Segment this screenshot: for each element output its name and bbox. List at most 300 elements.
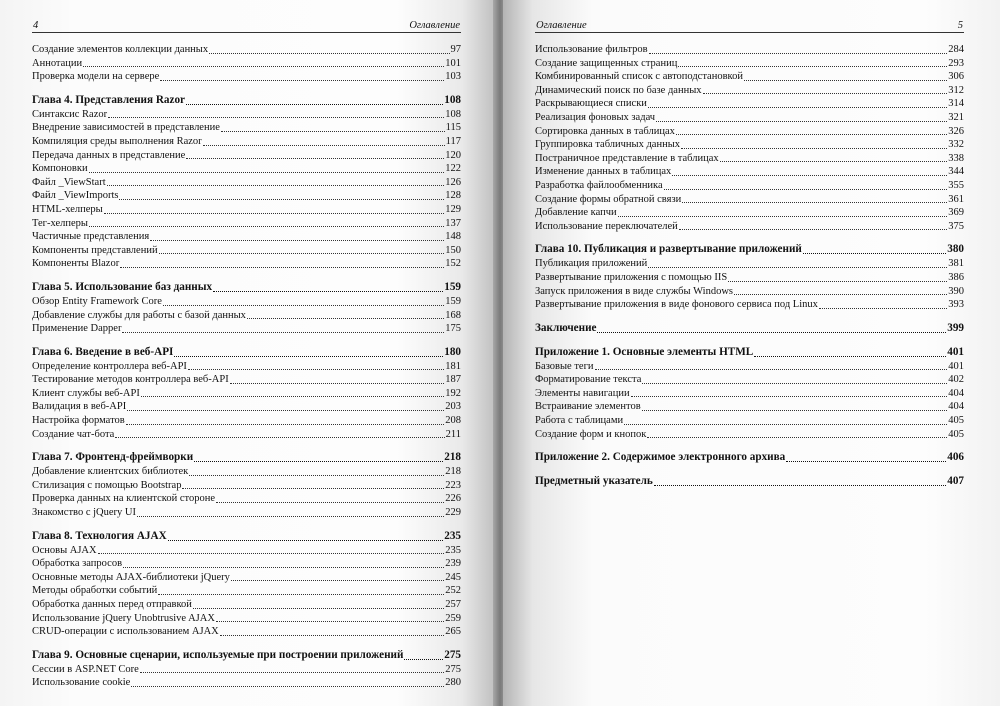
toc-entry bbox=[32, 70, 461, 84]
dot-leader bbox=[216, 620, 444, 622]
dot-leader bbox=[203, 144, 445, 146]
toc-entry bbox=[32, 625, 461, 639]
toc-title: Сессии в ASP.NET Core bbox=[32, 663, 139, 675]
toc-entry bbox=[535, 285, 964, 299]
toc-entry bbox=[32, 360, 461, 374]
toc-page-number: 326 bbox=[948, 125, 964, 137]
dot-leader bbox=[230, 382, 445, 384]
toc-group bbox=[535, 43, 964, 233]
toc-title: Использование jQuery Unobtrusive AJAX bbox=[32, 612, 215, 624]
dot-leader bbox=[631, 395, 948, 397]
dot-leader bbox=[141, 395, 444, 397]
toc-title: Добавление капчи bbox=[535, 207, 617, 219]
dot-leader bbox=[647, 436, 947, 438]
toc-page-number: 129 bbox=[445, 203, 461, 215]
toc-page-number: 152 bbox=[445, 258, 461, 270]
toc-entry bbox=[32, 257, 461, 271]
dot-leader bbox=[186, 157, 444, 159]
toc-page-number: 226 bbox=[445, 493, 461, 505]
toc-group bbox=[32, 449, 461, 519]
toc-entry bbox=[535, 165, 964, 179]
toc-title: Тег-хелперы bbox=[32, 217, 88, 229]
toc-title: Глава 6. Введение в веб-API bbox=[32, 345, 174, 358]
toc-group bbox=[535, 344, 964, 442]
dot-leader bbox=[122, 331, 444, 333]
toc-title: Форматирование текста bbox=[535, 374, 642, 386]
toc-entry bbox=[32, 387, 461, 401]
toc-page-number: 321 bbox=[948, 111, 964, 123]
toc-entry bbox=[32, 203, 461, 217]
toc-entry bbox=[535, 193, 964, 207]
toc-chapter bbox=[32, 92, 461, 108]
dot-leader bbox=[618, 215, 948, 217]
toc-title: Глава 10. Публикация и развертывание приложений bbox=[535, 243, 802, 256]
dot-leader bbox=[597, 331, 946, 333]
toc-page-number: 399 bbox=[947, 321, 964, 334]
toc-group bbox=[535, 320, 964, 336]
toc-entry bbox=[32, 322, 461, 336]
toc-page-number: 235 bbox=[445, 544, 461, 556]
dot-leader bbox=[404, 658, 443, 660]
toc-title: Создание защищенных страниц bbox=[535, 57, 678, 69]
toc-entry bbox=[535, 360, 964, 374]
toc-title: Методы обработки событий bbox=[32, 585, 158, 597]
toc-page-number: 108 bbox=[445, 108, 461, 120]
toc-entry bbox=[32, 57, 461, 71]
toc-title: Динамический поиск по базе данных bbox=[535, 84, 702, 96]
toc-title: Встраивание элементов bbox=[535, 401, 641, 413]
toc-page-number: 211 bbox=[445, 428, 461, 440]
toc-entry bbox=[32, 428, 461, 442]
header-rule bbox=[32, 32, 461, 33]
dot-leader bbox=[89, 171, 445, 173]
toc-entry bbox=[535, 70, 964, 84]
dot-leader bbox=[159, 252, 445, 254]
dot-leader bbox=[703, 92, 948, 94]
toc-chapter bbox=[32, 449, 461, 465]
toc-title: HTML-хелперы bbox=[32, 203, 103, 215]
toc-page-number: 284 bbox=[948, 44, 964, 55]
toc-group bbox=[32, 279, 461, 336]
toc-title: Обработка данных перед отправкой bbox=[32, 599, 192, 610]
toc-chapter bbox=[32, 344, 461, 360]
dot-leader bbox=[193, 607, 444, 609]
left-page bbox=[0, 0, 497, 706]
toc-title: Проверка данных на клиентской стороне bbox=[32, 493, 216, 505]
toc-entry bbox=[32, 149, 461, 163]
toc-page-number: 361 bbox=[948, 193, 964, 205]
toc-entry bbox=[535, 400, 964, 414]
dot-leader bbox=[664, 188, 948, 190]
dot-leader bbox=[123, 566, 444, 568]
dot-leader bbox=[678, 65, 947, 67]
toc-title: Добавление клиентских библиотек bbox=[32, 466, 189, 478]
dot-leader bbox=[186, 103, 443, 105]
toc-chapter bbox=[535, 344, 964, 360]
toc-page-number: 148 bbox=[445, 231, 461, 243]
toc-page-number: 275 bbox=[445, 663, 461, 675]
toc-entry bbox=[32, 557, 461, 571]
dot-leader bbox=[216, 501, 444, 503]
toc-entry bbox=[32, 598, 461, 612]
dot-leader bbox=[126, 423, 445, 425]
dot-leader bbox=[158, 593, 444, 595]
dot-leader bbox=[107, 184, 445, 186]
toc-title: Элементы навигации bbox=[535, 387, 630, 399]
table-of-contents bbox=[32, 43, 461, 698]
toc-page-number: 97 bbox=[450, 44, 461, 55]
toc-page-number: 338 bbox=[948, 152, 964, 164]
dot-leader bbox=[163, 304, 444, 306]
toc-title: Изменение данных в таблицах bbox=[535, 166, 672, 178]
toc-group bbox=[535, 241, 964, 311]
toc-entry bbox=[535, 387, 964, 401]
toc-entry bbox=[535, 414, 964, 428]
toc-title: Постраничное представление в таблицах bbox=[535, 152, 719, 164]
dot-leader bbox=[189, 474, 444, 476]
dot-leader bbox=[595, 368, 948, 370]
toc-title: Развертывание приложения с помощью IIS bbox=[535, 271, 728, 283]
toc-page-number: 159 bbox=[445, 295, 461, 307]
toc-page-number: 115 bbox=[445, 122, 461, 134]
dot-leader bbox=[679, 228, 947, 230]
toc-title: Создание формы обратной связи bbox=[535, 193, 682, 205]
toc-title: Базовые теги bbox=[535, 360, 594, 372]
header-rule bbox=[535, 32, 964, 33]
toc-title: Запуск приложения в виде службы Windows bbox=[535, 285, 733, 297]
toc-page-number: 218 bbox=[444, 451, 461, 464]
dot-leader bbox=[115, 436, 444, 438]
dot-leader bbox=[682, 201, 947, 203]
toc-page-number: 126 bbox=[445, 176, 461, 188]
dot-leader bbox=[754, 355, 946, 357]
toc-entry bbox=[32, 400, 461, 414]
toc-page-number: 128 bbox=[445, 190, 461, 202]
toc-title: Приложение 2. Содержимое электронного архива bbox=[535, 451, 786, 464]
toc-entry bbox=[32, 373, 461, 387]
toc-entry bbox=[32, 414, 461, 428]
toc-page-number: 192 bbox=[445, 387, 461, 399]
toc-page-number: 404 bbox=[948, 401, 964, 413]
dot-leader bbox=[83, 65, 444, 67]
table-of-contents bbox=[535, 43, 964, 497]
toc-title: Компиляция среды выполнения Razor bbox=[32, 135, 202, 147]
toc-entry bbox=[32, 217, 461, 231]
toc-page-number: 259 bbox=[445, 612, 461, 624]
dot-leader bbox=[89, 225, 444, 227]
toc-page-number: 229 bbox=[445, 507, 461, 519]
toc-title: Внедрение зависимостей в представление bbox=[32, 122, 220, 134]
dot-leader bbox=[642, 382, 947, 384]
toc-page-number: 386 bbox=[948, 271, 964, 283]
toc-title: Использование переключателей bbox=[535, 220, 678, 232]
toc-title: Глава 9. Основные сценарии, используемые при построении приложений bbox=[32, 648, 404, 661]
toc-entry bbox=[535, 271, 964, 285]
toc-entry bbox=[32, 108, 461, 122]
toc-entry bbox=[32, 465, 461, 479]
toc-group bbox=[32, 528, 461, 639]
dot-leader bbox=[140, 671, 444, 673]
toc-entry bbox=[535, 298, 964, 312]
toc-entry bbox=[32, 663, 461, 677]
toc-page-number: 312 bbox=[948, 84, 964, 96]
toc-page-number: 103 bbox=[445, 71, 461, 83]
toc-chapter bbox=[535, 449, 964, 465]
toc-title: Предметный указатель bbox=[535, 475, 653, 488]
dot-leader bbox=[131, 685, 444, 687]
toc-page-number: 369 bbox=[948, 207, 964, 219]
toc-title: Компоненты представлений bbox=[32, 244, 158, 256]
toc-title: Создание чат-бота bbox=[32, 428, 115, 440]
toc-title: Основные методы AJAX-библиотеки jQuery bbox=[32, 571, 230, 583]
toc-title: Обзор Entity Framework Core bbox=[32, 295, 162, 307]
toc-title: Использование фильтров bbox=[535, 44, 648, 55]
toc-entry bbox=[535, 152, 964, 166]
toc-entry bbox=[32, 162, 461, 176]
toc-entry bbox=[535, 179, 964, 193]
toc-page-number: 390 bbox=[948, 285, 964, 297]
toc-title: Сортировка данных в таблицах bbox=[535, 125, 675, 137]
toc-group bbox=[535, 449, 964, 465]
toc-entry bbox=[535, 43, 964, 57]
toc-title: Обработка запросов bbox=[32, 558, 123, 570]
toc-page-number: 223 bbox=[445, 479, 461, 491]
dot-leader bbox=[221, 130, 445, 132]
toc-title: Частичные представления bbox=[32, 231, 150, 243]
dot-leader bbox=[127, 409, 444, 411]
toc-title: Приложение 1. Основные элементы HTML bbox=[535, 345, 754, 358]
toc-page-number: 275 bbox=[444, 648, 461, 661]
toc-title: Синтаксис Razor bbox=[32, 108, 108, 120]
dot-leader bbox=[786, 460, 946, 462]
toc-page-number: 332 bbox=[948, 139, 964, 151]
toc-entry bbox=[535, 57, 964, 71]
toc-chapter bbox=[32, 528, 461, 544]
toc-page-number: 122 bbox=[445, 163, 461, 175]
toc-title: Клиент службы веб-API bbox=[32, 387, 140, 399]
toc-entry bbox=[32, 295, 461, 309]
toc-entry bbox=[535, 97, 964, 111]
toc-page-number: 375 bbox=[948, 220, 964, 232]
running-title: Оглавление bbox=[536, 20, 587, 31]
toc-entry bbox=[535, 84, 964, 98]
dot-leader bbox=[231, 579, 444, 581]
toc-title: Стилизация с помощью Bootstrap bbox=[32, 479, 182, 491]
toc-entry bbox=[32, 612, 461, 626]
toc-page-number: 180 bbox=[444, 345, 461, 358]
toc-entry bbox=[535, 206, 964, 220]
dot-leader bbox=[676, 133, 947, 135]
toc-entry bbox=[535, 111, 964, 125]
toc-page-number: 245 bbox=[445, 571, 461, 583]
page-number: 5 bbox=[957, 20, 963, 31]
toc-title: Основы AJAX bbox=[32, 544, 97, 556]
toc-page-number: 293 bbox=[948, 57, 964, 69]
toc-page-number: 265 bbox=[445, 626, 461, 638]
toc-group bbox=[32, 647, 461, 690]
dot-leader bbox=[624, 423, 947, 425]
toc-page-number: 402 bbox=[948, 374, 964, 386]
dot-leader bbox=[654, 484, 946, 486]
toc-title: Раскрывающиеся списки bbox=[535, 98, 647, 110]
toc-entry bbox=[32, 176, 461, 190]
toc-page-number: 187 bbox=[445, 374, 461, 386]
dot-leader bbox=[108, 116, 444, 118]
toc-entry bbox=[32, 479, 461, 493]
toc-entry bbox=[32, 244, 461, 258]
dot-leader bbox=[681, 147, 947, 149]
dot-leader bbox=[160, 79, 444, 81]
toc-group bbox=[535, 473, 964, 489]
toc-entry bbox=[32, 309, 461, 323]
toc-title: Настройка форматов bbox=[32, 415, 125, 427]
toc-entry bbox=[32, 506, 461, 520]
toc-entry bbox=[32, 43, 461, 57]
toc-page-number: 306 bbox=[948, 71, 964, 83]
toc-title: Проверка модели на сервере bbox=[32, 71, 160, 83]
dot-leader bbox=[819, 307, 947, 309]
toc-entry bbox=[32, 544, 461, 558]
toc-page-number: 239 bbox=[445, 558, 461, 570]
toc-page-number: 257 bbox=[445, 599, 461, 610]
toc-title: Группировка табличных данных bbox=[535, 139, 681, 151]
toc-page-number: 407 bbox=[947, 475, 964, 488]
toc-page-number: 235 bbox=[444, 529, 461, 542]
toc-page-number: 381 bbox=[948, 258, 964, 270]
toc-title: Комбинированный список с автоподстановкой bbox=[535, 71, 743, 83]
dot-leader bbox=[104, 212, 445, 214]
dot-leader bbox=[656, 120, 947, 122]
dot-leader bbox=[168, 539, 444, 541]
toc-title: Глава 7. Фронтенд-фреймворки bbox=[32, 451, 194, 464]
toc-page-number: 314 bbox=[948, 98, 964, 110]
toc-title: Передача данных в представление bbox=[32, 149, 186, 161]
toc-title: Аннотации bbox=[32, 57, 83, 69]
toc-title: Компоновки bbox=[32, 163, 88, 175]
toc-entry bbox=[32, 492, 461, 506]
dot-leader bbox=[182, 487, 444, 489]
toc-entry bbox=[32, 230, 461, 244]
toc-page-number: 175 bbox=[445, 323, 461, 335]
right-page bbox=[503, 0, 1000, 706]
toc-title: Глава 5. Использование баз данных bbox=[32, 280, 213, 293]
toc-page-number: 280 bbox=[445, 677, 461, 689]
toc-title: Использование cookie bbox=[32, 677, 131, 689]
dot-leader bbox=[642, 409, 948, 411]
toc-page-number: 208 bbox=[445, 415, 461, 427]
toc-page-number: 117 bbox=[445, 135, 461, 147]
dot-leader bbox=[648, 106, 947, 108]
toc-page-number: 405 bbox=[948, 415, 964, 427]
dot-leader bbox=[649, 52, 948, 54]
toc-title: Работа с таблицами bbox=[535, 415, 624, 427]
toc-page-number: 252 bbox=[445, 585, 461, 597]
dot-leader bbox=[247, 317, 444, 319]
toc-page-number: 108 bbox=[444, 93, 461, 106]
toc-title: Развертывание приложения в виде фонового сервиса под Linux bbox=[535, 299, 818, 311]
running-title: Оглавление bbox=[409, 20, 460, 31]
dot-leader bbox=[744, 79, 947, 81]
dot-leader bbox=[734, 293, 947, 295]
toc-title: Определение контроллера веб-API bbox=[32, 360, 187, 372]
toc-chapter bbox=[32, 647, 461, 663]
dot-leader bbox=[174, 355, 443, 357]
toc-title: Применение Dapper bbox=[32, 323, 122, 335]
toc-page-number: 405 bbox=[948, 428, 964, 440]
dot-leader bbox=[220, 634, 445, 636]
toc-page-number: 404 bbox=[948, 387, 964, 399]
toc-title: Глава 8. Технология AJAX bbox=[32, 529, 167, 542]
dot-leader bbox=[120, 266, 444, 268]
toc-page-number: 380 bbox=[947, 243, 964, 256]
toc-page-number: 401 bbox=[947, 345, 964, 358]
toc-page-number: 393 bbox=[948, 299, 964, 311]
dot-leader bbox=[194, 460, 443, 462]
dot-leader bbox=[728, 280, 947, 282]
toc-title: Компоненты Blazor bbox=[32, 258, 120, 270]
toc-page-number: 355 bbox=[948, 179, 964, 191]
toc-page-number: 401 bbox=[948, 360, 964, 372]
dot-leader bbox=[648, 266, 947, 268]
toc-title: Создание элементов коллекции данных bbox=[32, 44, 209, 55]
toc-entry bbox=[535, 220, 964, 234]
dot-leader bbox=[98, 552, 445, 554]
dot-leader bbox=[137, 515, 444, 517]
toc-page-number: 406 bbox=[947, 451, 964, 464]
toc-page-number: 150 bbox=[445, 244, 461, 256]
dot-leader bbox=[209, 52, 449, 54]
toc-title: CRUD-операции с использованием AJAX bbox=[32, 626, 219, 638]
toc-entry bbox=[535, 138, 964, 152]
toc-title: Тестирование методов контроллера веб-API bbox=[32, 374, 229, 386]
toc-chapter bbox=[535, 473, 964, 489]
dot-leader bbox=[803, 252, 946, 254]
toc-page-number: 120 bbox=[445, 149, 461, 161]
toc-title: Файл _ViewStart bbox=[32, 176, 106, 188]
toc-chapter bbox=[535, 241, 964, 257]
toc-entry bbox=[32, 135, 461, 149]
toc-entry bbox=[535, 257, 964, 271]
toc-page-number: 137 bbox=[445, 217, 461, 229]
toc-title: Добавление службы для работы с базой данных bbox=[32, 309, 246, 321]
toc-group bbox=[32, 43, 461, 84]
dot-leader bbox=[720, 160, 948, 162]
toc-group bbox=[32, 344, 461, 442]
toc-title: Заключение bbox=[535, 321, 597, 334]
toc-entry bbox=[535, 125, 964, 139]
toc-entry bbox=[32, 584, 461, 598]
toc-title: Файл _ViewImports bbox=[32, 190, 119, 202]
toc-entry bbox=[535, 373, 964, 387]
dot-leader bbox=[119, 198, 444, 200]
toc-page-number: 181 bbox=[445, 360, 461, 372]
toc-page-number: 344 bbox=[948, 166, 964, 178]
toc-chapter bbox=[535, 320, 964, 336]
dot-leader bbox=[672, 174, 947, 176]
toc-title: Знакомство с jQuery UI bbox=[32, 507, 136, 519]
toc-title: Валидация в веб-API bbox=[32, 401, 127, 413]
toc-chapter bbox=[32, 279, 461, 295]
toc-page-number: 218 bbox=[445, 466, 461, 478]
toc-entry bbox=[32, 571, 461, 585]
toc-entry bbox=[32, 189, 461, 203]
toc-page-number: 101 bbox=[445, 57, 461, 69]
toc-entry bbox=[32, 676, 461, 690]
dot-leader bbox=[150, 239, 444, 241]
toc-title: Реализация фоновых задач bbox=[535, 111, 656, 123]
toc-entry bbox=[32, 121, 461, 135]
page-number: 4 bbox=[33, 20, 39, 31]
